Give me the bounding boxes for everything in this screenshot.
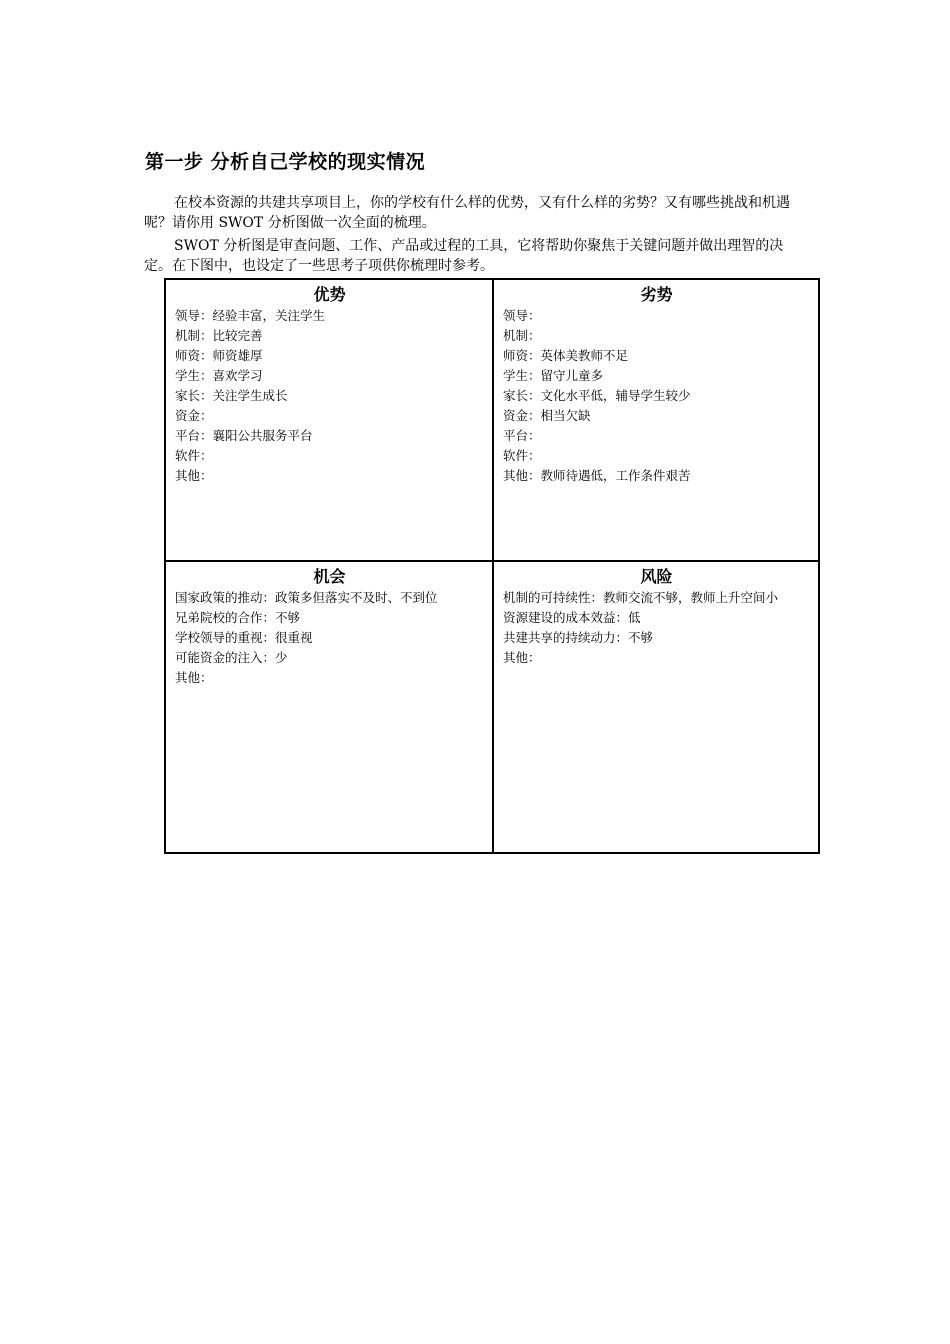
strengths-item: 领导：经验丰富，关注学生 <box>175 308 326 323</box>
threats-item: 其他： <box>503 650 541 665</box>
threats-heading: 风险 <box>640 567 673 586</box>
weaknesses-item: 资金：相当欠缺 <box>503 408 591 423</box>
opportunities-heading: 机会 <box>313 567 346 586</box>
strengths-item: 家长：关注学生成长 <box>175 388 288 403</box>
threats-list <box>503 590 810 665</box>
strengths-item: 资金： <box>175 408 213 423</box>
opportunities-list <box>175 590 484 685</box>
swot-quadrant-strengths <box>166 280 494 562</box>
weaknesses-item: 软件： <box>503 448 541 463</box>
strengths-list <box>175 308 484 483</box>
strengths-item: 其他： <box>175 468 213 483</box>
strengths-item: 平台：襄阳公共服务平台 <box>175 428 313 443</box>
intro-paragraph-2: SWOT 分析图是审查问题、工作、产品或过程的工具，它将帮助你聚焦于关键问题并做出理智的决定。在下图中，也设定了一些思考子项供你梳理时参考。 <box>144 238 784 274</box>
opportunities-item: 国家政策的推动：政策多但落实不及时、不到位 <box>175 590 438 605</box>
weaknesses-item: 平台： <box>503 428 541 443</box>
weaknesses-item: 学生：留守儿童多 <box>503 368 604 383</box>
strengths-item: 软件： <box>175 448 213 463</box>
opportunities-item: 学校领导的重视：很重视 <box>175 630 313 645</box>
swot-table <box>164 278 820 854</box>
threats-item: 共建共享的持续动力：不够 <box>503 630 654 645</box>
opportunities-item: 兄弟院校的合作：不够 <box>175 610 301 625</box>
weaknesses-item: 领导： <box>503 308 541 323</box>
opportunities-item: 其他： <box>175 670 213 685</box>
swot-quadrant-opportunities <box>166 562 494 852</box>
opportunities-item: 可能资金的注入：少 <box>175 650 288 665</box>
strengths-item: 师资：师资雄厚 <box>175 348 263 363</box>
threats-item: 资源建设的成本效益：低 <box>503 610 641 625</box>
threats-item: 机制的可持续性：教师交流不够，教师上升空间小 <box>503 590 779 605</box>
weaknesses-list <box>503 308 810 483</box>
strengths-heading: 优势 <box>313 285 346 304</box>
strengths-item: 机制：比较完善 <box>175 328 263 343</box>
swot-quadrant-weaknesses <box>494 280 818 562</box>
page-title: 第一步 分析自己学校的现实情况 <box>145 151 426 173</box>
weaknesses-item: 机制： <box>503 328 541 343</box>
weaknesses-item: 其他：教师待遇低，工作条件艰苦 <box>503 468 691 483</box>
weaknesses-item: 师资：英体美教师不足 <box>503 348 629 363</box>
weaknesses-item: 家长：文化水平低，辅导学生较少 <box>503 388 691 403</box>
intro-paragraph-1: 在校本资源的共建共享项目上，你的学校有什么样的优势，又有什么样的劣势？又有哪些挑战和机遇呢？请你用 SWOT 分析图做一次全面的梳理。 <box>144 195 790 231</box>
weaknesses-heading: 劣势 <box>640 285 673 304</box>
swot-quadrant-threats <box>494 562 818 852</box>
strengths-item: 学生：喜欢学习 <box>175 368 263 383</box>
